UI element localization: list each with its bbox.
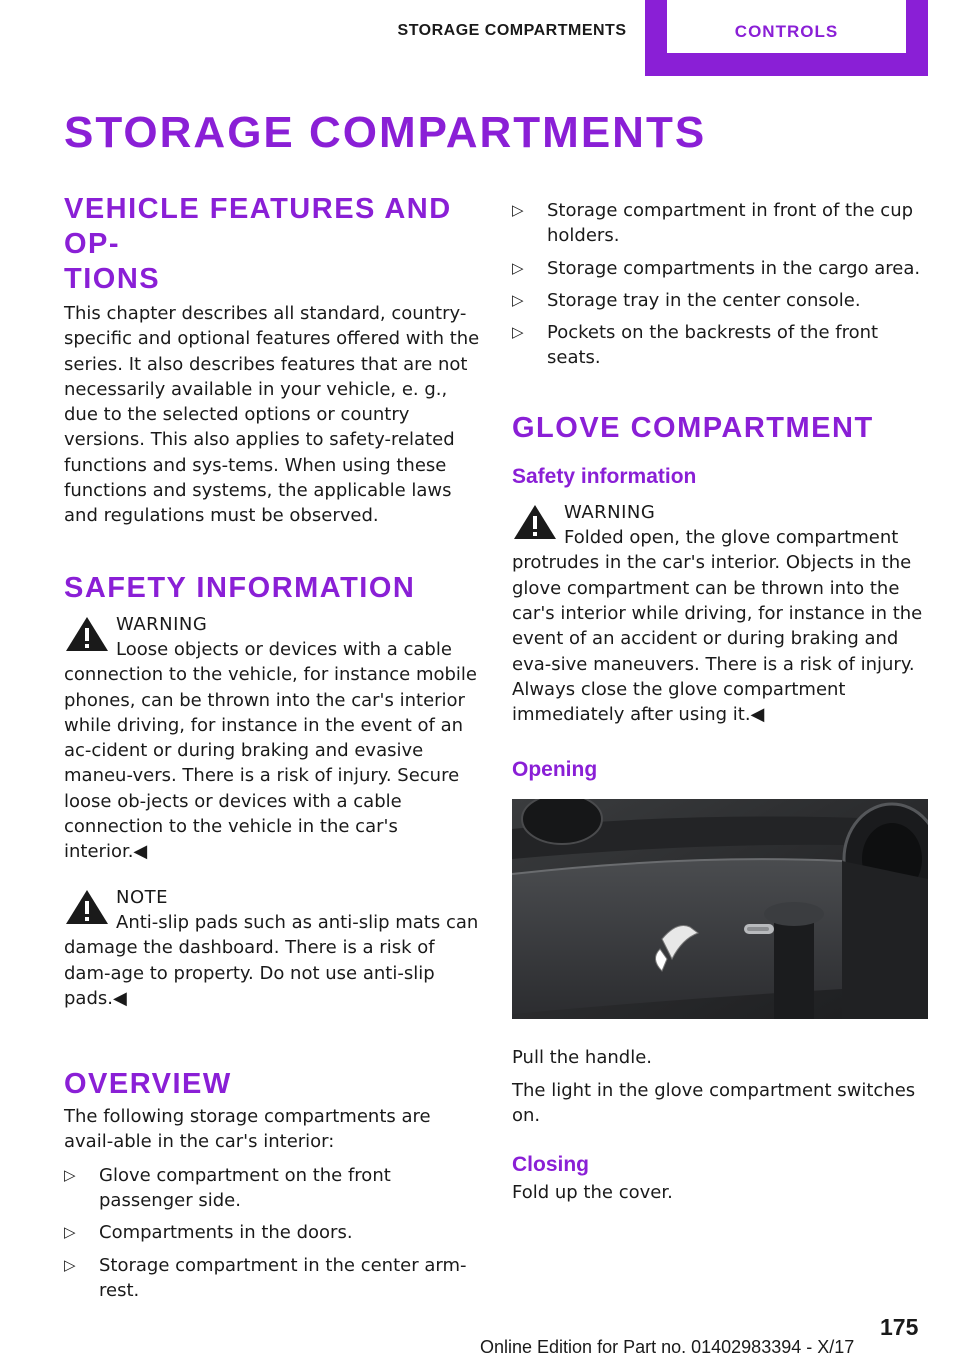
opening-heading: Opening — [512, 758, 598, 782]
list-item-text: Storage compartment in front of the cup holders. — [547, 200, 914, 247]
vehicle-features-body: This chapter describes all standard, country-specific and optional features offered with the series. It also describes features that are not necessarily available in your vehicle, e. g., due to the selected options or country versions. This also applies to safety-related functions and sys‐tems. When using these functions and systems, the applicable laws and regulations must be observed. — [64, 303, 480, 527]
list-item-text: Glove compartment on the front passenger side. — [99, 1164, 391, 1212]
opening-step-2: The light in the glove compartment switches on. — [512, 1079, 916, 1127]
page-number: 175 — [880, 1314, 919, 1340]
list-item — [64, 1253, 482, 1304]
glove-compartment-heading: GLOVE COMPARTMENT — [512, 411, 874, 444]
bullet-icon: ▷ — [512, 290, 524, 309]
overview-heading: OVERVIEW — [64, 1068, 232, 1101]
closing-heading: Closing — [512, 1153, 589, 1177]
glove-warning — [512, 500, 932, 728]
glove-safety-heading: Safety information — [512, 464, 697, 488]
list-item-text: Storage tray in the center console. — [547, 289, 861, 311]
vehicle-features-heading — [64, 192, 482, 297]
list-item — [512, 198, 932, 249]
chapter-tab — [645, 0, 928, 76]
overview-intro: The following storage compartments are avail‐able in the car's interior: — [64, 1106, 431, 1153]
bullet-icon: ▷ — [64, 1165, 76, 1184]
overview-list-left — [64, 1163, 482, 1303]
edition-footer: Online Edition for Part no. 01402983394 - X/17 — [480, 1337, 855, 1357]
left-column — [64, 192, 482, 1310]
bullet-icon: ▷ — [64, 1223, 76, 1242]
warning-text: connection to the vehicle, for instance mobile phones, can be thrown into the car's interior while driving, for instance in the event of an ac‐cident or during braking and evasive maneu‐vers. There is a risk of injury. Secure loose ob‐jects or devices with a cable connection to the vehicle in the car's interior.◀ — [64, 664, 477, 863]
list-item — [512, 256, 932, 281]
closing-text: Fold up the cover. — [512, 1182, 673, 1204]
note-first-line: Anti-slip pads such as anti-slip mats can — [116, 911, 479, 933]
safety-note — [64, 885, 482, 1011]
list-item-text: Storage compartments in the cargo area. — [547, 257, 921, 279]
warning-triangle-icon — [512, 502, 558, 542]
list-item — [512, 320, 932, 371]
bullet-icon: ▷ — [64, 1255, 76, 1274]
vehicle-features-heading-line2: TIONS — [64, 263, 161, 295]
note-text: damage the dashboard. There is a risk of dam‐age to property. Do not use anti-slip pads.◀ — [64, 937, 435, 1009]
warning-first-line: Loose objects or devices with a cable — [116, 638, 452, 660]
chapter-title: STORAGE COMPARTMENTS — [64, 108, 707, 157]
bullet-icon: ▷ — [512, 201, 524, 219]
right-column — [512, 192, 932, 1206]
bullet-icon: ▷ — [512, 258, 524, 277]
warning-label: WARNING — [564, 501, 656, 523]
list-item — [64, 1163, 482, 1214]
list-item-text: Storage compartment in the center arm‐rest. — [99, 1254, 467, 1301]
warning-text: protrudes in the car's interior. Objects in the glove compartment can be thrown into the car's interior while driving, for instance in the event of an accident or during braking and eva‐sive maneuvers. There is a risk of injury. Always close the glove compartment immediately after using it.◀ — [512, 552, 923, 726]
list-item-text: Pockets on the backrests of the front seats. — [547, 322, 879, 369]
warning-first-line: Folded open, the glove compartment — [564, 527, 899, 549]
list-item — [64, 1220, 482, 1245]
opening-step-1: Pull the handle. — [512, 1047, 653, 1069]
chapter-tab-label: CONTROLS — [667, 0, 906, 53]
list-item — [512, 288, 932, 313]
vehicle-features-heading-line1: VEHICLE FEATURES AND OP‐ — [64, 193, 452, 260]
overview-list-right — [512, 198, 932, 371]
bullet-icon: ▷ — [512, 323, 524, 342]
running-header-section: STORAGE COMPARTMENTS — [397, 22, 627, 39]
warning-label: WARNING — [116, 613, 208, 635]
glove-compartment-photo — [512, 799, 928, 1019]
note-label: NOTE — [116, 886, 169, 908]
warning-triangle-icon — [64, 614, 110, 654]
warning-triangle-icon — [64, 887, 110, 927]
safety-information-heading: SAFETY INFORMATION — [64, 571, 416, 604]
list-item-text: Compartments in the doors. — [99, 1222, 353, 1244]
safety-warning — [64, 612, 482, 865]
